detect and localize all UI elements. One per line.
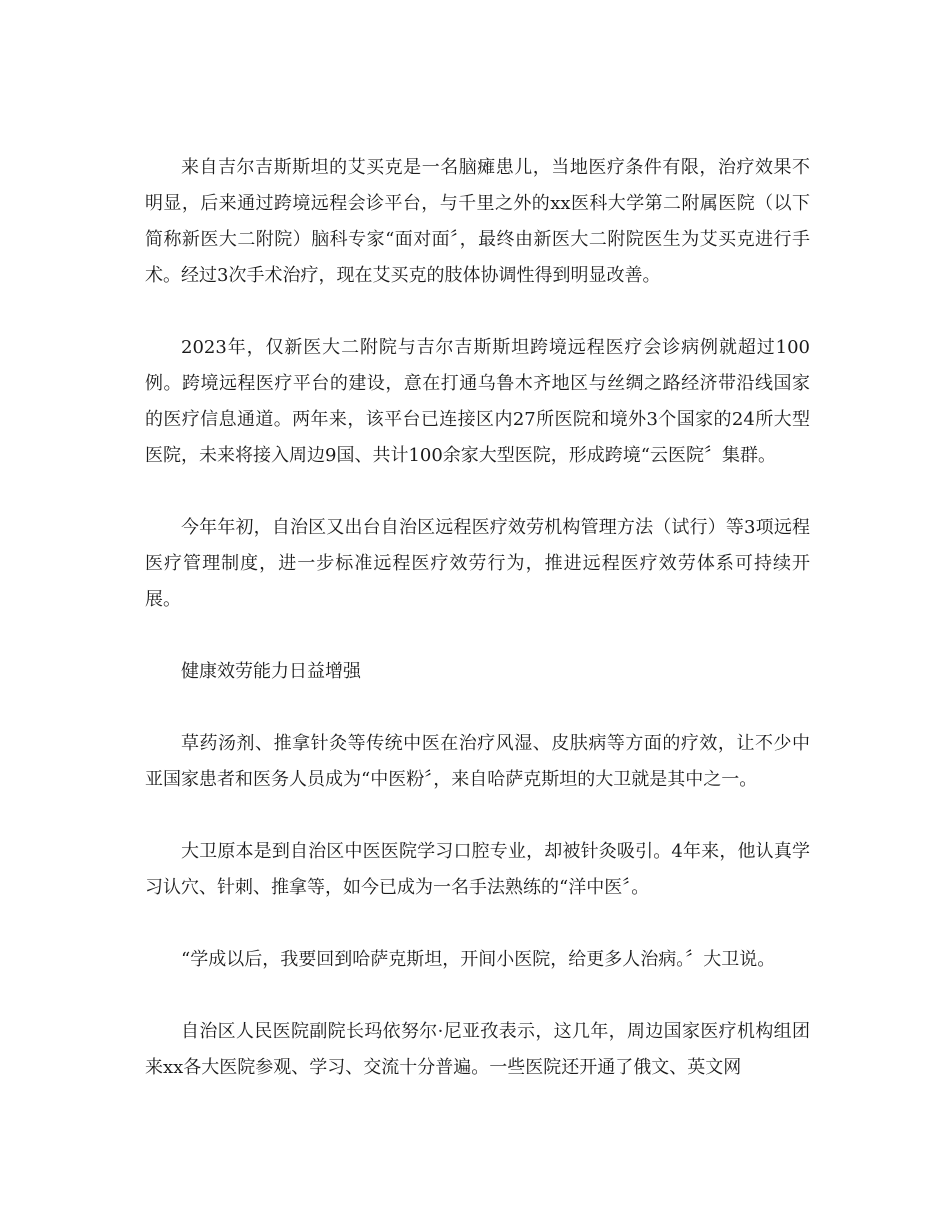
section-heading: 健康效劳能力日益增强 (181, 661, 361, 682)
paragraph-david-quote: “学成以后，我要回到哈萨克斯坦，开间小医院，给更多人治病。〞大卫说。 (181, 949, 776, 970)
paragraph-tcm-fans: 草药汤剂、推拿针灸等传统中医在治疗风湿、皮肤病等方面的疗效，让不少中亚国家患者和医务人员成为“中医粉〞，来自哈萨克斯坦的大卫就是其中之一。 (145, 733, 810, 790)
paragraph-2023-statistics: 2023年，仅新医大二附院与吉尔吉斯斯坦跨境远程医疗会诊病例就超过100例。跨境远程医疗平台的建设，意在打通乌鲁木齐地区与丝绸之路经济带沿线国家的医疗信息通道。两年来，该平台已连接区内27所医院和境外3个国家的24所大型医院，未来将接入周边9国、共计100余家大型医院，形成跨境“云医院〞集群。 (145, 337, 810, 466)
paragraph-david-acupuncture: 大卫原本是到自治区中医医院学习口腔专业，却被针灸吸引。4年来，他认真学习认穴、针刺、推拿等，如今已成为一名手法熟练的“洋中医〞。 (145, 841, 810, 898)
paragraph-cross-border-consultation: 来自吉尔吉斯斯坦的艾买克是一名脑瘫患儿，当地医疗条件有限，治疗效果不明显，后来通过跨境远程会诊平台，与千里之外的xx医科大学第二附属医院（以下简称新医大二附院）脑科专家“面对面〞，最终由新医大二附院医生为艾买克进行手术。经过3次手术治疗，现在艾买克的肢体协调性得到明显改善。 (145, 157, 810, 286)
article-body (145, 150, 810, 1122)
paragraph-management-regulations: 今年年初，自治区又出台自治区远程医疗效劳机构管理方法（试行）等3项远程医疗管理制度，进一步标准远程医疗效劳行为，推进远程医疗效劳体系可持续开展。 (145, 517, 810, 610)
paragraph-hospital-exchange: 自治区人民医院副院长玛依努尔·尼亚孜表示，这几年，周边国家医疗机构组团来xx各大医院参观、学习、交流十分普遍。一些医院还开通了俄文、英文网 (145, 1021, 810, 1078)
